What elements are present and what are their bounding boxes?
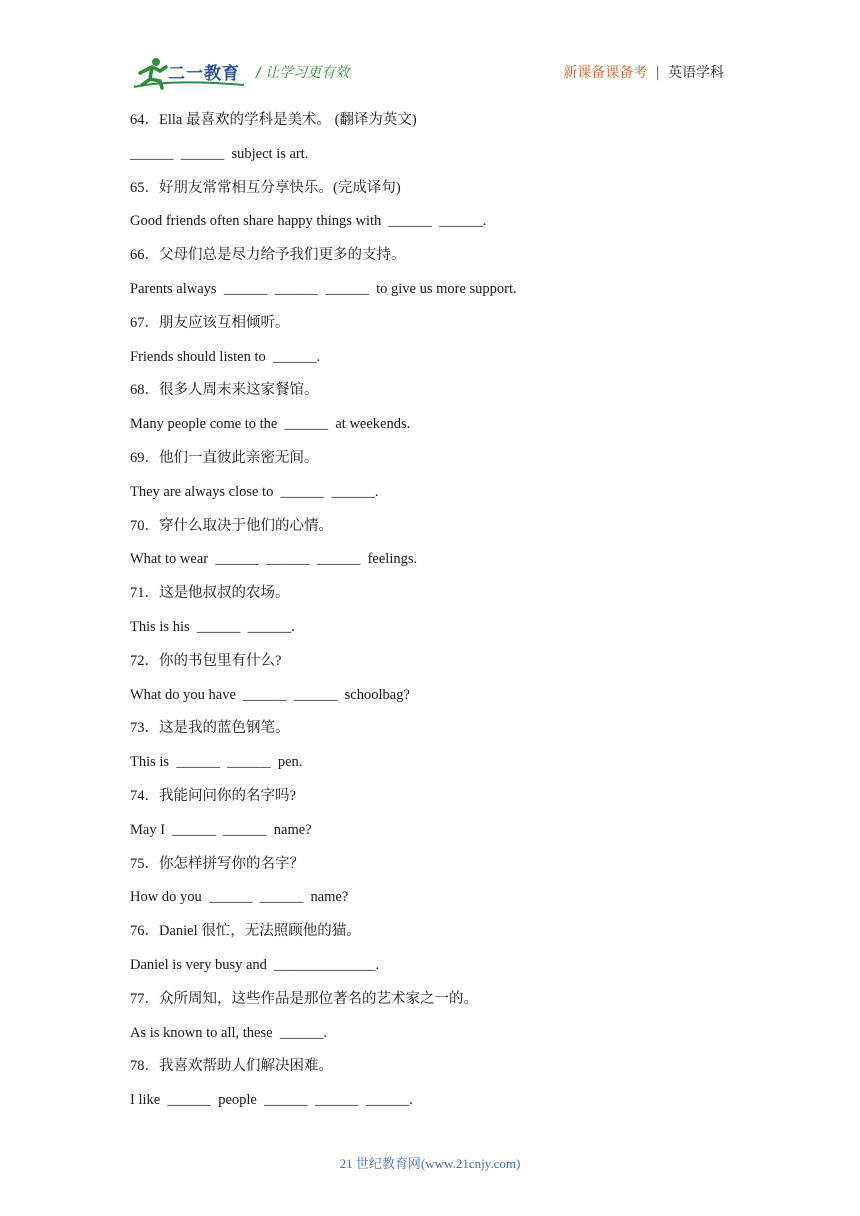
answer-line: I like ______ people ______ ______ ______.	[130, 1092, 413, 1109]
question-item	[130, 313, 750, 381]
question-prompt: 73．这是我的蓝色钢笔。	[130, 720, 290, 737]
question-prompt: 75．你怎样拼写你的名字？	[130, 855, 304, 872]
slogan: / 让学习更有效	[256, 65, 350, 81]
question-item	[130, 1056, 750, 1124]
question-prompt: 64．Ella 最喜欢的学科是美术。 (翻译为英文)	[130, 112, 417, 128]
header-right	[563, 62, 724, 82]
course-label: 新课备课备考	[563, 65, 648, 81]
answer-line: What to wear ______ ______ ______ feelings.	[130, 551, 418, 568]
header-separator: |	[655, 65, 660, 81]
question-item	[130, 989, 750, 1057]
question-item	[130, 583, 750, 651]
answer-line: This is ______ ______ pen.	[130, 754, 303, 771]
question-prompt: 69．他们一直彼此亲密无间。	[130, 449, 319, 466]
answer-line: May I ______ ______ name?	[130, 821, 312, 838]
answer-line: They are always close to ______ ______.	[130, 483, 379, 500]
question-prompt: 67．朋友应该互相倾听。	[130, 314, 290, 331]
answer-line: Good friends often share happy things with ______ ______.	[130, 213, 487, 230]
question-list	[130, 110, 750, 1124]
answer-line: Parents always ______ ______ ______ to give us more support.	[130, 280, 517, 297]
answer-line: Friends should listen to ______.	[130, 348, 321, 365]
question-item	[130, 921, 750, 989]
answer-line: Many people come to the ______ at weekends.	[130, 416, 411, 433]
question-prompt: 72．你的书包里有什么?	[130, 652, 282, 669]
question-prompt: 68．很多人周末来这家餐馆。	[130, 382, 319, 399]
question-item	[130, 380, 750, 448]
question-prompt: 76．Daniel 很忙，无法照顾他的猫。	[130, 923, 361, 940]
question-item	[130, 854, 750, 922]
question-item	[130, 110, 750, 178]
brand-name: 二一教育	[168, 64, 240, 84]
question-prompt: 77．众所周知，这些作品是那位著名的艺术家之一的。	[130, 990, 478, 1007]
question-prompt: 70．穿什么取决于他们的心情。	[130, 517, 333, 534]
question-item	[130, 178, 750, 246]
answer-line: What do you have ______ ______ schoolbag?	[130, 686, 410, 703]
question-prompt: 66．父母们总是尽力给予我们更多的支持。	[130, 247, 406, 264]
subject-label: 英语学科	[668, 65, 724, 81]
question-item	[130, 516, 750, 584]
page-footer: 21 世纪教育网(www.21cnjy.com)	[339, 1156, 521, 1171]
answer-line: How do you ______ ______ name?	[130, 889, 349, 906]
page-header	[0, 0, 860, 100]
question-item	[130, 448, 750, 516]
question-prompt: 65．好朋友常常相互分享快乐。(完成译句)	[130, 179, 401, 196]
question-prompt: 74．我能问问你的名字吗?	[130, 787, 296, 804]
answer-line: This is his ______ ______.	[130, 618, 295, 635]
question-item	[130, 245, 750, 313]
question-item	[130, 651, 750, 719]
question-prompt: 71．这是他叔叔的农场。	[130, 585, 290, 602]
answer-line: As is known to all, these ______.	[130, 1024, 327, 1041]
question-prompt: 78．我喜欢帮助人们解决困难。	[130, 1058, 333, 1075]
answer-line: ______ ______ subject is art.	[130, 145, 309, 162]
question-item	[130, 786, 750, 854]
answer-line: Daniel is very busy and ______________.	[130, 956, 380, 973]
question-item	[130, 718, 750, 786]
